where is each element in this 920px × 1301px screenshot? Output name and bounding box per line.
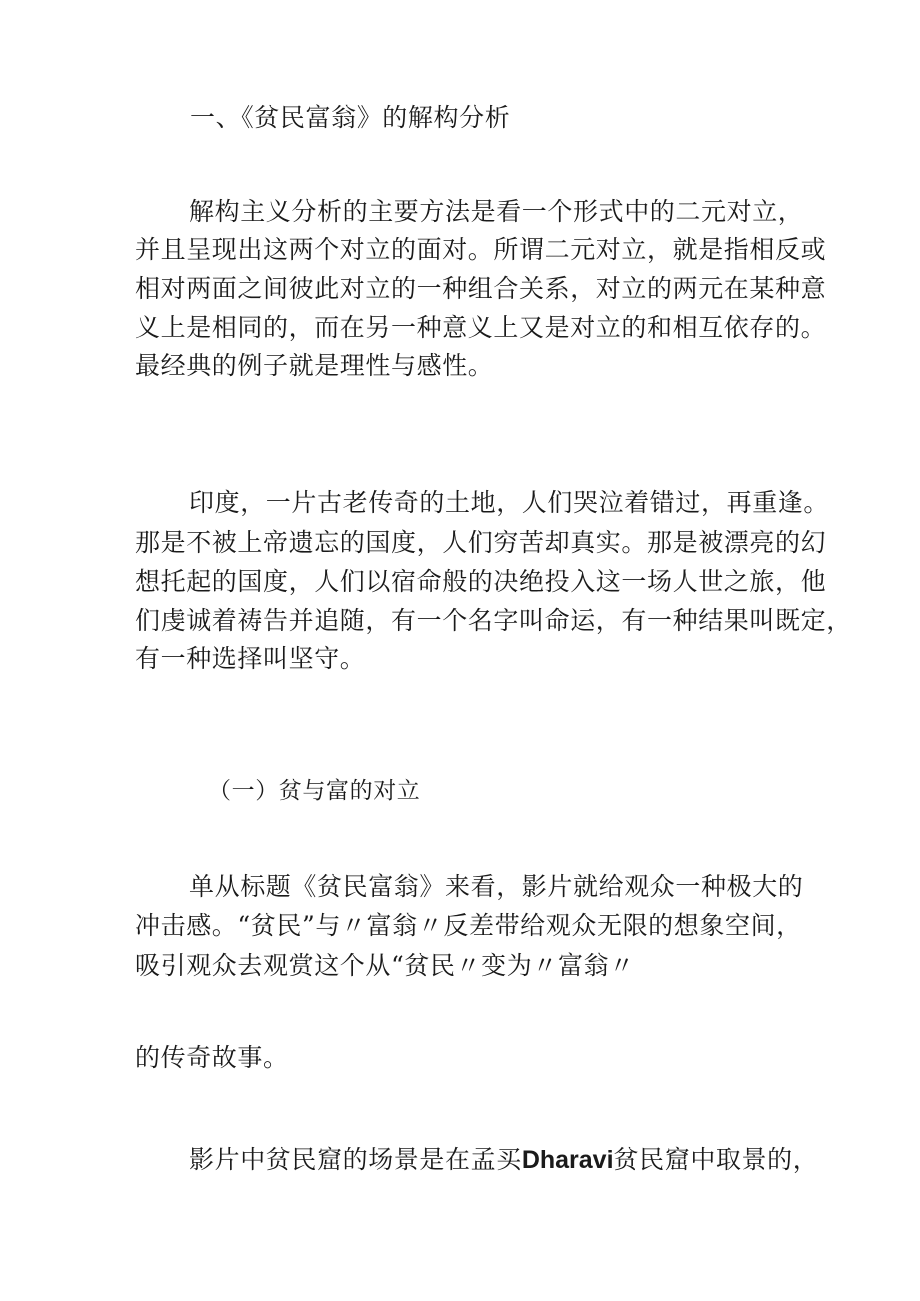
paragraph-text: 影片中贫民窟的场景是在孟买 bbox=[189, 1145, 522, 1174]
paragraph-line: 解构主义分析的主要方法是看一个形式中的二元对立， bbox=[189, 197, 804, 226]
paragraph-line: 有一种选择叫坚守。 bbox=[135, 644, 366, 673]
paragraph-text: 贫民窟中取景的， bbox=[613, 1145, 819, 1174]
paragraph-line: 想托起的国度，人们以宿命般的决绝投入这一场人世之旅，他 bbox=[135, 567, 827, 596]
paragraph-line: 并且呈现出这两个对立的面对。所谓二元对立，就是指相反或 bbox=[135, 235, 827, 264]
paragraph-line: 那是不被上帝遗忘的国度，人们穷苦却真实。那是被漂亮的幻 bbox=[135, 528, 827, 557]
paragraph-4 bbox=[189, 1145, 818, 1175]
subsection-heading: （一）贫与富的对立 bbox=[208, 778, 421, 804]
paragraph-line: 吸引观众去观赏这个从“贫民〃变为〃富翁〃 bbox=[135, 951, 635, 980]
paragraph-line: 相对两面之间彼此对立的一种组合关系，对立的两元在某种意 bbox=[135, 274, 827, 303]
paragraph-line: 们虔诚着祷告并追随，有一个名字叫命运，有一种结果叫既定， bbox=[135, 606, 852, 635]
paragraph-line: 印度，一片古老传奇的土地，人们哭泣着错过，再重逢。 bbox=[189, 488, 830, 517]
paragraph-line: 冲击感。“贫民”与〃富翁〃反差带给观众无限的想象空间， bbox=[135, 911, 802, 940]
section-heading: 一、《贫民富翁》的解构分析 bbox=[190, 103, 511, 132]
place-name-bold: Dharavi bbox=[521, 1146, 614, 1174]
paragraph-line: 的传奇故事。 bbox=[135, 1043, 289, 1072]
paragraph-line: 最经典的例子就是理性与感性。 bbox=[135, 351, 494, 380]
paragraph-line: 单从标题《贫民富翁》来看，影片就给观众一种极大的 bbox=[189, 872, 804, 901]
paragraph-line: 义上是相同的，而在另一种意义上又是对立的和相互依存的。 bbox=[135, 313, 827, 342]
